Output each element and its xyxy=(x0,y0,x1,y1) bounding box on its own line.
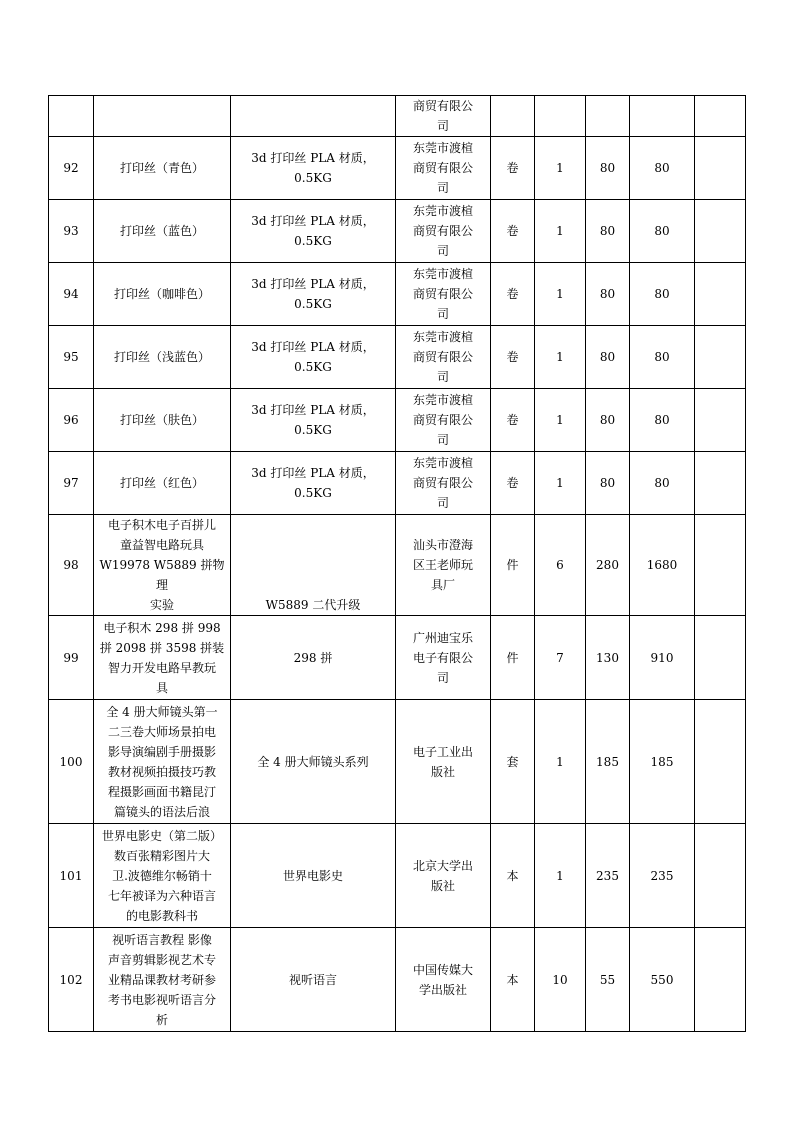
cell-total: 80 xyxy=(630,263,695,326)
cell-price: 80 xyxy=(586,389,630,452)
cell-qty: 1 xyxy=(535,452,586,515)
cell-spec: 3d 打印丝 PLA 材质，0.5KG xyxy=(231,452,396,515)
cell-unit: 卷 xyxy=(491,200,535,263)
cell-spec: 3d 打印丝 PLA 材质，0.5KG xyxy=(231,263,396,326)
cell-unit: 件 xyxy=(491,616,535,700)
cell-name: 打印丝（肤色） xyxy=(94,389,231,452)
cell-no: 102 xyxy=(49,928,94,1032)
cell-total: 1680 xyxy=(630,515,695,616)
cell-spec: 全 4 册大师镜头系列 xyxy=(231,700,396,824)
cell-total: 80 xyxy=(630,137,695,200)
cell-qty: 1 xyxy=(535,326,586,389)
table-row xyxy=(49,515,746,616)
cell-spec xyxy=(231,96,396,137)
cell-name: 打印丝（咖啡色） xyxy=(94,263,231,326)
cell-total: 235 xyxy=(630,824,695,928)
cell-supplier: 东莞市渡楦 商贸有限公 司 xyxy=(396,452,491,515)
cell-price: 80 xyxy=(586,326,630,389)
cell-no: 92 xyxy=(49,137,94,200)
cell-spec: 3d 打印丝 PLA 材质，0.5KG xyxy=(231,389,396,452)
cell-note xyxy=(695,263,746,326)
cell-total: 550 xyxy=(630,928,695,1032)
cell-supplier: 中国传媒大 学出版社 xyxy=(396,928,491,1032)
cell-note xyxy=(695,616,746,700)
cell-note xyxy=(695,928,746,1032)
cell-price: 80 xyxy=(586,200,630,263)
cell-spec: 3d 打印丝 PLA 材质，0.5KG xyxy=(231,326,396,389)
cell-total: 80 xyxy=(630,389,695,452)
cell-spec: 视听语言 xyxy=(231,928,396,1032)
cell-qty: 6 xyxy=(535,515,586,616)
cell-supplier: 东莞市渡楦 商贸有限公 司 xyxy=(396,200,491,263)
table-row xyxy=(49,200,746,263)
cell-unit: 本 xyxy=(491,824,535,928)
cell-total: 80 xyxy=(630,200,695,263)
cell-no xyxy=(49,96,94,137)
cell-no: 99 xyxy=(49,616,94,700)
cell-supplier: 东莞市渡楦 商贸有限公 司 xyxy=(396,137,491,200)
table-row xyxy=(49,263,746,326)
table-row xyxy=(49,326,746,389)
table-row xyxy=(49,700,746,824)
cell-name xyxy=(94,96,231,137)
cell-name: 打印丝（青色） xyxy=(94,137,231,200)
cell-qty: 1 xyxy=(535,824,586,928)
cell-unit: 卷 xyxy=(491,452,535,515)
cell-name: 电子积木电子百拼儿 童益智电路玩具 W19978 W5889 拼物理 实验 xyxy=(94,515,231,616)
cell-spec: 3d 打印丝 PLA 材质，0.5KG xyxy=(231,137,396,200)
cell-no: 95 xyxy=(49,326,94,389)
cell-note xyxy=(695,137,746,200)
cell-price: 80 xyxy=(586,452,630,515)
cell-no: 93 xyxy=(49,200,94,263)
table-row xyxy=(49,824,746,928)
cell-note xyxy=(695,389,746,452)
cell-qty: 1 xyxy=(535,200,586,263)
cell-qty: 1 xyxy=(535,700,586,824)
cell-unit: 套 xyxy=(491,700,535,824)
cell-no: 100 xyxy=(49,700,94,824)
cell-supplier: 汕头市澄海 区王老师玩 具厂 xyxy=(396,515,491,616)
cell-unit: 卷 xyxy=(491,326,535,389)
cell-qty: 1 xyxy=(535,263,586,326)
cell-note xyxy=(695,824,746,928)
cell-note xyxy=(695,200,746,263)
cell-unit: 卷 xyxy=(491,263,535,326)
table-row xyxy=(49,928,746,1032)
cell-note xyxy=(695,515,746,616)
cell-name: 打印丝（蓝色） xyxy=(94,200,231,263)
cell-qty: 1 xyxy=(535,389,586,452)
table-row xyxy=(49,96,746,137)
cell-supplier: 东莞市渡楦 商贸有限公 司 xyxy=(396,263,491,326)
cell-supplier: 东莞市渡楦 商贸有限公 司 xyxy=(396,389,491,452)
cell-spec: 世界电影史 xyxy=(231,824,396,928)
cell-qty: 1 xyxy=(535,137,586,200)
cell-total: 185 xyxy=(630,700,695,824)
table-row xyxy=(49,389,746,452)
cell-price: 235 xyxy=(586,824,630,928)
cell-price xyxy=(586,96,630,137)
cell-no: 97 xyxy=(49,452,94,515)
cell-name: 打印丝（红色） xyxy=(94,452,231,515)
cell-price: 280 xyxy=(586,515,630,616)
cell-qty: 7 xyxy=(535,616,586,700)
cell-note xyxy=(695,452,746,515)
cell-supplier: 电子工业出 版社 xyxy=(396,700,491,824)
cell-name: 打印丝（浅蓝色） xyxy=(94,326,231,389)
cell-no: 101 xyxy=(49,824,94,928)
cell-price: 80 xyxy=(586,137,630,200)
cell-spec: W5889 二代升级 xyxy=(231,515,396,616)
cell-name: 全 4 册大师镜头第一 二三卷大师场景拍电 影导演编剧手册摄影 教材视频拍摄技巧教 程摄影画面书籍昆汀 篇镜头的语法后浪 xyxy=(94,700,231,824)
cell-supplier: 北京大学出 版社 xyxy=(396,824,491,928)
cell-total: 80 xyxy=(630,326,695,389)
cell-unit: 件 xyxy=(491,515,535,616)
table-row xyxy=(49,137,746,200)
cell-price: 55 xyxy=(586,928,630,1032)
cell-qty xyxy=(535,96,586,137)
cell-unit: 本 xyxy=(491,928,535,1032)
cell-price: 185 xyxy=(586,700,630,824)
cell-note xyxy=(695,96,746,137)
cell-spec: 3d 打印丝 PLA 材质，0.5KG xyxy=(231,200,396,263)
cell-note xyxy=(695,700,746,824)
cell-name: 电子积木 298 拼 998 拼 2098 拼 3598 拼装 智力开发电路早教玩 具 xyxy=(94,616,231,700)
table-row xyxy=(49,616,746,700)
cell-supplier: 商贸有限公 司 xyxy=(396,96,491,137)
cell-price: 130 xyxy=(586,616,630,700)
cell-spec: 298 拼 xyxy=(231,616,396,700)
cell-no: 96 xyxy=(49,389,94,452)
table-row xyxy=(49,452,746,515)
cell-unit xyxy=(491,96,535,137)
cell-no: 94 xyxy=(49,263,94,326)
cell-unit: 卷 xyxy=(491,137,535,200)
cell-total: 910 xyxy=(630,616,695,700)
cell-unit: 卷 xyxy=(491,389,535,452)
cell-price: 80 xyxy=(586,263,630,326)
cell-qty: 10 xyxy=(535,928,586,1032)
cell-supplier: 广州迪宝乐 电子有限公 司 xyxy=(396,616,491,700)
cell-total xyxy=(630,96,695,137)
cell-note xyxy=(695,326,746,389)
item-table xyxy=(48,95,746,1032)
cell-no: 98 xyxy=(49,515,94,616)
cell-supplier: 东莞市渡楦 商贸有限公 司 xyxy=(396,326,491,389)
cell-name: 视听语言教程 影像 声音剪辑影视艺术专 业精品课教材考研参 考书电影视听语言分 析 xyxy=(94,928,231,1032)
cell-name: 世界电影史（第二版） 数百张精彩图片大 卫.波德维尔畅销十 七年被译为六种语言 的电影教科书 xyxy=(94,824,231,928)
cell-total: 80 xyxy=(630,452,695,515)
